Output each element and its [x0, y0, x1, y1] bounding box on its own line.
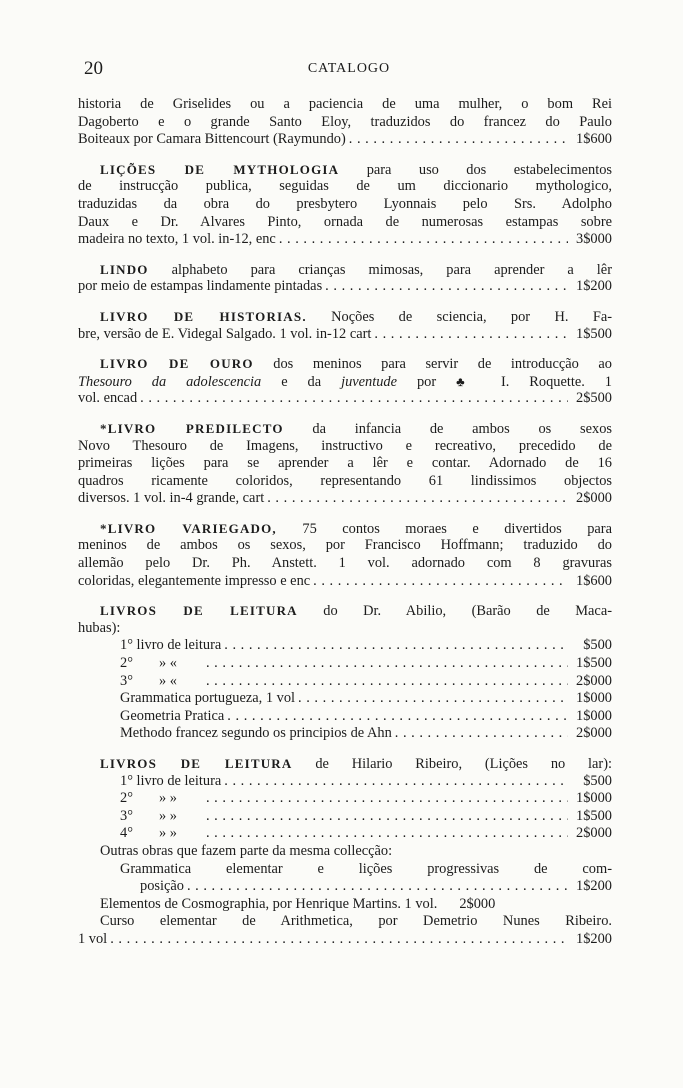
entry-line: de instrucção publica, seguidas de um diccionario mythologico, — [78, 178, 612, 195]
entry-line: historia de Griselides ou a paciencia de uma mulher, o bom Rei — [78, 96, 612, 112]
entry-price-line — [78, 231, 612, 249]
entry-first-line — [78, 755, 612, 773]
sub-item-price: 2$000 — [576, 825, 612, 842]
entry-line: Boiteaux por Camara Bittencourt (Raymundo) — [78, 131, 346, 148]
entry-livros-leitura-ribeiro — [78, 755, 612, 949]
entry-livro-predilecto — [78, 420, 612, 508]
entry-price-line — [78, 573, 612, 591]
entry-line: traduzidas da obra do presbytero Lyonnais pelo Srs. Adolpho — [78, 195, 612, 212]
entry-text: de Hilario Ribeiro, (Lições no lar): — [315, 756, 612, 772]
sub-item-price: 1$500 — [576, 655, 612, 672]
running-title: CATALOGO — [307, 61, 391, 76]
entry-line: diversos. 1 vol. in-4 grande, cart — [78, 490, 265, 507]
entry-text: por — [416, 373, 437, 390]
leader-dots — [137, 390, 568, 408]
entry-text: 75 contos moraes e divertidos para — [302, 520, 612, 537]
entry-line: Daux e Dr. Alvares Pinto, ornada de numerosas estampas sobre — [78, 213, 612, 230]
entry-first-line — [78, 602, 612, 620]
leader-dots — [392, 725, 568, 743]
ditto-marks: » » — [158, 825, 177, 842]
sub-item-price: 2$000 — [576, 725, 612, 742]
entry-line — [78, 373, 612, 391]
leader-dots — [221, 637, 568, 655]
entry-line: primeiras lições para se aprender a lêr e contar. Adornado de 16 — [78, 455, 612, 472]
sub-item-label: 3° — [120, 672, 133, 689]
entry-livro-historias — [78, 308, 612, 343]
sub-item-label: 4° — [120, 825, 133, 842]
entry-line: coloridas, elegantemente impresso e enc — [78, 572, 311, 589]
leader-dots — [203, 808, 568, 826]
entry-text: I. Roquette. 1 — [500, 373, 612, 390]
entry-heading: LINDO — [100, 261, 149, 277]
entry-line: Elementos de Cosmographia, por Henrique Martins. 1 vol. — [100, 895, 438, 912]
entry-price-line — [78, 390, 612, 408]
entry-price-line — [78, 490, 612, 508]
leader-dots — [276, 231, 568, 249]
sub-item — [78, 825, 612, 843]
entry-line: quadros ricamente coloridos, representando 61 lindissimos objectos — [78, 472, 612, 489]
sub-item-label: 2° — [120, 655, 133, 672]
entry-heading: LIÇÕES DE MYTHOLOGIA — [100, 161, 340, 177]
sub-item-price: 1$000 — [576, 790, 612, 807]
entry-price-line — [78, 878, 612, 896]
entry-price-line — [78, 278, 612, 296]
sub-item-price: $500 — [583, 637, 612, 654]
ditto-marks: » » — [158, 790, 177, 807]
entry-price: 1$200 — [576, 278, 612, 295]
entry-italic-title: juventude — [341, 373, 398, 390]
entry-price: 3$000 — [576, 231, 612, 248]
leader-dots — [203, 655, 568, 673]
entry-line: por meio de estampas lindamente pintadas — [78, 278, 323, 295]
entry-price: 1$200 — [576, 930, 612, 947]
entry-livro-ouro — [78, 355, 612, 408]
sub-item-label: 2° — [120, 790, 133, 807]
sub-item — [78, 690, 612, 708]
sub-item-label: Geometria Pratica — [120, 707, 225, 724]
leader-dots — [264, 490, 568, 508]
entry-line: 1 vol — [78, 930, 108, 947]
entry-first-line — [78, 355, 612, 373]
entry-livros-leitura-abilio — [78, 602, 612, 743]
club-symbol: ♣ — [456, 373, 482, 389]
entry-text: do Dr. Abilio, (Barão de Maca- — [323, 603, 612, 620]
leader-dots — [224, 708, 568, 726]
entry-price-line — [78, 931, 612, 949]
leader-dots — [203, 673, 568, 691]
entry-line: madeira no texto, 1 vol. in-12, enc — [78, 231, 276, 248]
entry-italic-title: Thesouro da adolescencia — [78, 373, 262, 390]
entry-text: para uso dos estabelecimentos — [366, 161, 612, 178]
leader-dots — [346, 131, 568, 149]
entry-price: 1$500 — [576, 325, 612, 342]
sub-item-price: 1$000 — [576, 690, 612, 707]
entry-price-line — [78, 896, 612, 914]
sub-item — [78, 773, 612, 791]
entry-line: vol. encad — [78, 390, 138, 407]
leader-dots — [203, 790, 568, 808]
entry-price: 2$500 — [576, 390, 612, 407]
entry-first-line — [78, 261, 612, 279]
sub-item — [78, 725, 612, 743]
sub-item — [78, 673, 612, 691]
sub-item — [78, 708, 612, 726]
entry-line: posição — [140, 878, 184, 895]
sub-item — [78, 790, 612, 808]
catalog-entries — [78, 96, 612, 961]
sub-item-label: 3° — [120, 807, 133, 824]
ditto-marks: » » — [158, 807, 177, 824]
entry-price: 2$000 — [576, 490, 612, 507]
sub-item-label: Methodo francez segundo os principios de Ahn — [120, 725, 392, 742]
entry-livro-variegado — [78, 520, 612, 590]
entry-line: meninos de ambos os sexos, por Francisco Hoffmann; traduzido do — [78, 537, 612, 554]
entry-heading: *LIVRO VARIEGADO, — [100, 520, 277, 536]
entry-griselidis — [78, 96, 612, 149]
sub-item — [78, 808, 612, 826]
sub-item-price: 1$000 — [576, 707, 612, 724]
entry-price: 2$000 — [459, 895, 496, 912]
sub-item-label: 1° livro de leitura — [120, 772, 222, 789]
entry-line: bre, versão de E. Videgal Salgado. 1 vol. in-12 cart — [78, 325, 372, 342]
entry-licoes-mythologia — [78, 161, 612, 249]
entry-line: Grammatica elementar e lições progressivas de com- — [120, 860, 612, 877]
entry-price: 1$200 — [576, 878, 612, 895]
entry-text: e da — [281, 373, 322, 390]
sub-item-label: 1° livro de leitura — [120, 637, 222, 654]
leader-dots — [184, 878, 568, 896]
page-number: 20 — [84, 58, 103, 79]
entry-price-line — [78, 131, 612, 149]
sub-item-price: 1$500 — [576, 807, 612, 824]
entry-first-line — [78, 161, 612, 179]
entry-line: hubas): — [78, 619, 121, 636]
sub-item — [78, 655, 612, 673]
entry-heading: LIVROS DE LEITURA — [100, 603, 298, 619]
leader-dots — [295, 690, 568, 708]
entry-lindo — [78, 261, 612, 296]
entry-line: Outras obras que fazem parte da mesma collecção: — [100, 842, 393, 859]
sub-item-price: $500 — [583, 772, 612, 789]
entry-line: Dagoberto e o grande Santo Eloy, traduzidos do francez do Paulo — [78, 113, 612, 130]
leader-dots — [221, 773, 568, 791]
entry-text: da infancia de ambos os sexos — [312, 420, 612, 437]
leader-dots — [203, 825, 568, 843]
entry-heading: LIVRO DE HISTORIAS. — [100, 308, 307, 324]
entry-first-line — [78, 308, 612, 326]
leader-dots — [371, 326, 568, 344]
entry-line: Curso elementar de Arithmetica, por Demetrio Nunes Ribeiro. — [100, 913, 612, 930]
entry-heading: LIVRO DE OURO — [100, 356, 254, 372]
sub-item-price: 2$000 — [576, 672, 612, 689]
entry-heading: LIVROS DE LEITURA — [100, 756, 293, 771]
entry-first-line — [78, 420, 612, 438]
leader-dots — [107, 931, 568, 949]
sub-item — [78, 637, 612, 655]
entry-line: Novo Thesouro de Imagens, instructivo e recreativo, precedido de — [78, 437, 612, 454]
page-header — [84, 58, 614, 82]
entry-price-line — [78, 326, 612, 344]
entry-first-line — [78, 520, 612, 538]
entry-heading: *LIVRO PREDILECTO — [100, 420, 284, 436]
entry-price: 1$600 — [576, 131, 612, 148]
leader-dots — [310, 573, 568, 591]
sub-item-label: Grammatica portugueza, 1 vol — [120, 690, 296, 707]
entry-line: allemão pelo Dr. Ph. Anstett. 1 vol. adornado com 8 gravuras — [78, 555, 612, 572]
entry-price: 1$600 — [576, 572, 612, 589]
ditto-marks: » « — [158, 672, 177, 689]
ditto-marks: » « — [158, 655, 177, 672]
entry-text: Noções de sciencia, por H. Fa- — [331, 308, 612, 325]
entry-text: dos meninos para servir de introducção ao — [273, 356, 612, 373]
entry-text: alphabeto para crianças mimosas, para aprender a lêr — [171, 261, 612, 278]
leader-dots — [322, 278, 568, 296]
